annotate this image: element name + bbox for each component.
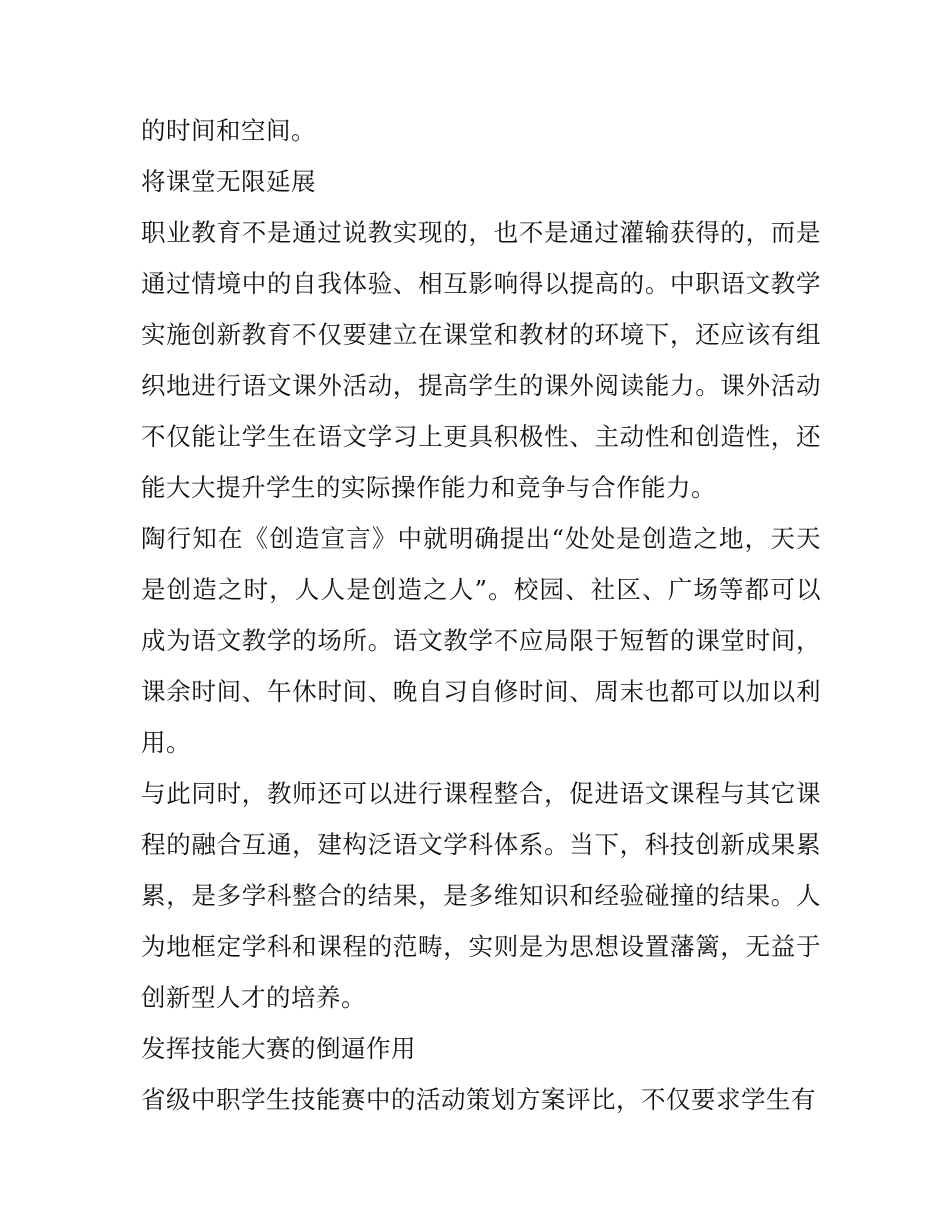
document-body — [141, 105, 821, 1125]
section-heading-extend-classroom: 将课堂无限延展 — [141, 167, 316, 196]
paragraph-tao-xingzhi-quote: 陶行知在《创造宣言》中就明确提出“处处是创造之地，天天是创造之时，人人是创造之人”。校园、社区、广场等都可以成为语文教学的场所。语文教学不应局限于短暂的课堂时间，课余时间、午休时间、晚自习自修时间、周末也都可以加以利用。 — [141, 524, 821, 757]
paragraph-provincial-competition: 省级中职学生技能赛中的活动策划方案评比，不仅要求学生有 — [141, 1085, 816, 1114]
paragraph-vocational-education: 职业教育不是通过说教实现的，也不是通过灌输获得的，而是通过情境中的自我体验、相互影响得以提高的。中职语文教学实施创新教育不仅要建立在课堂和教材的环境下，还应该有组织地进行语文课外活动，提高学生的课外阅读能力。课外活动不仅能让学生在语文学习上更具积极性、主动性和创造性，还能大大提升学生的实际操作能力和竞争与合作能力。 — [141, 218, 821, 502]
section-heading-skills-competition: 发挥技能大赛的倒逼作用 — [141, 1034, 416, 1063]
paragraph-continuation: 的时间和空间。 — [141, 116, 316, 145]
paragraph-curriculum-integration: 与此同时，教师还可以进行课程整合，促进语文课程与其它课程的融合互通，建构泛语文学科体系。当下，科技创新成果累累，是多学科整合的结果，是多维知识和经验碰撞的结果。人为地框定学科和课程的范畴，实则是为思想设置藩篱，无益于创新型人才的培养。 — [141, 779, 821, 1012]
